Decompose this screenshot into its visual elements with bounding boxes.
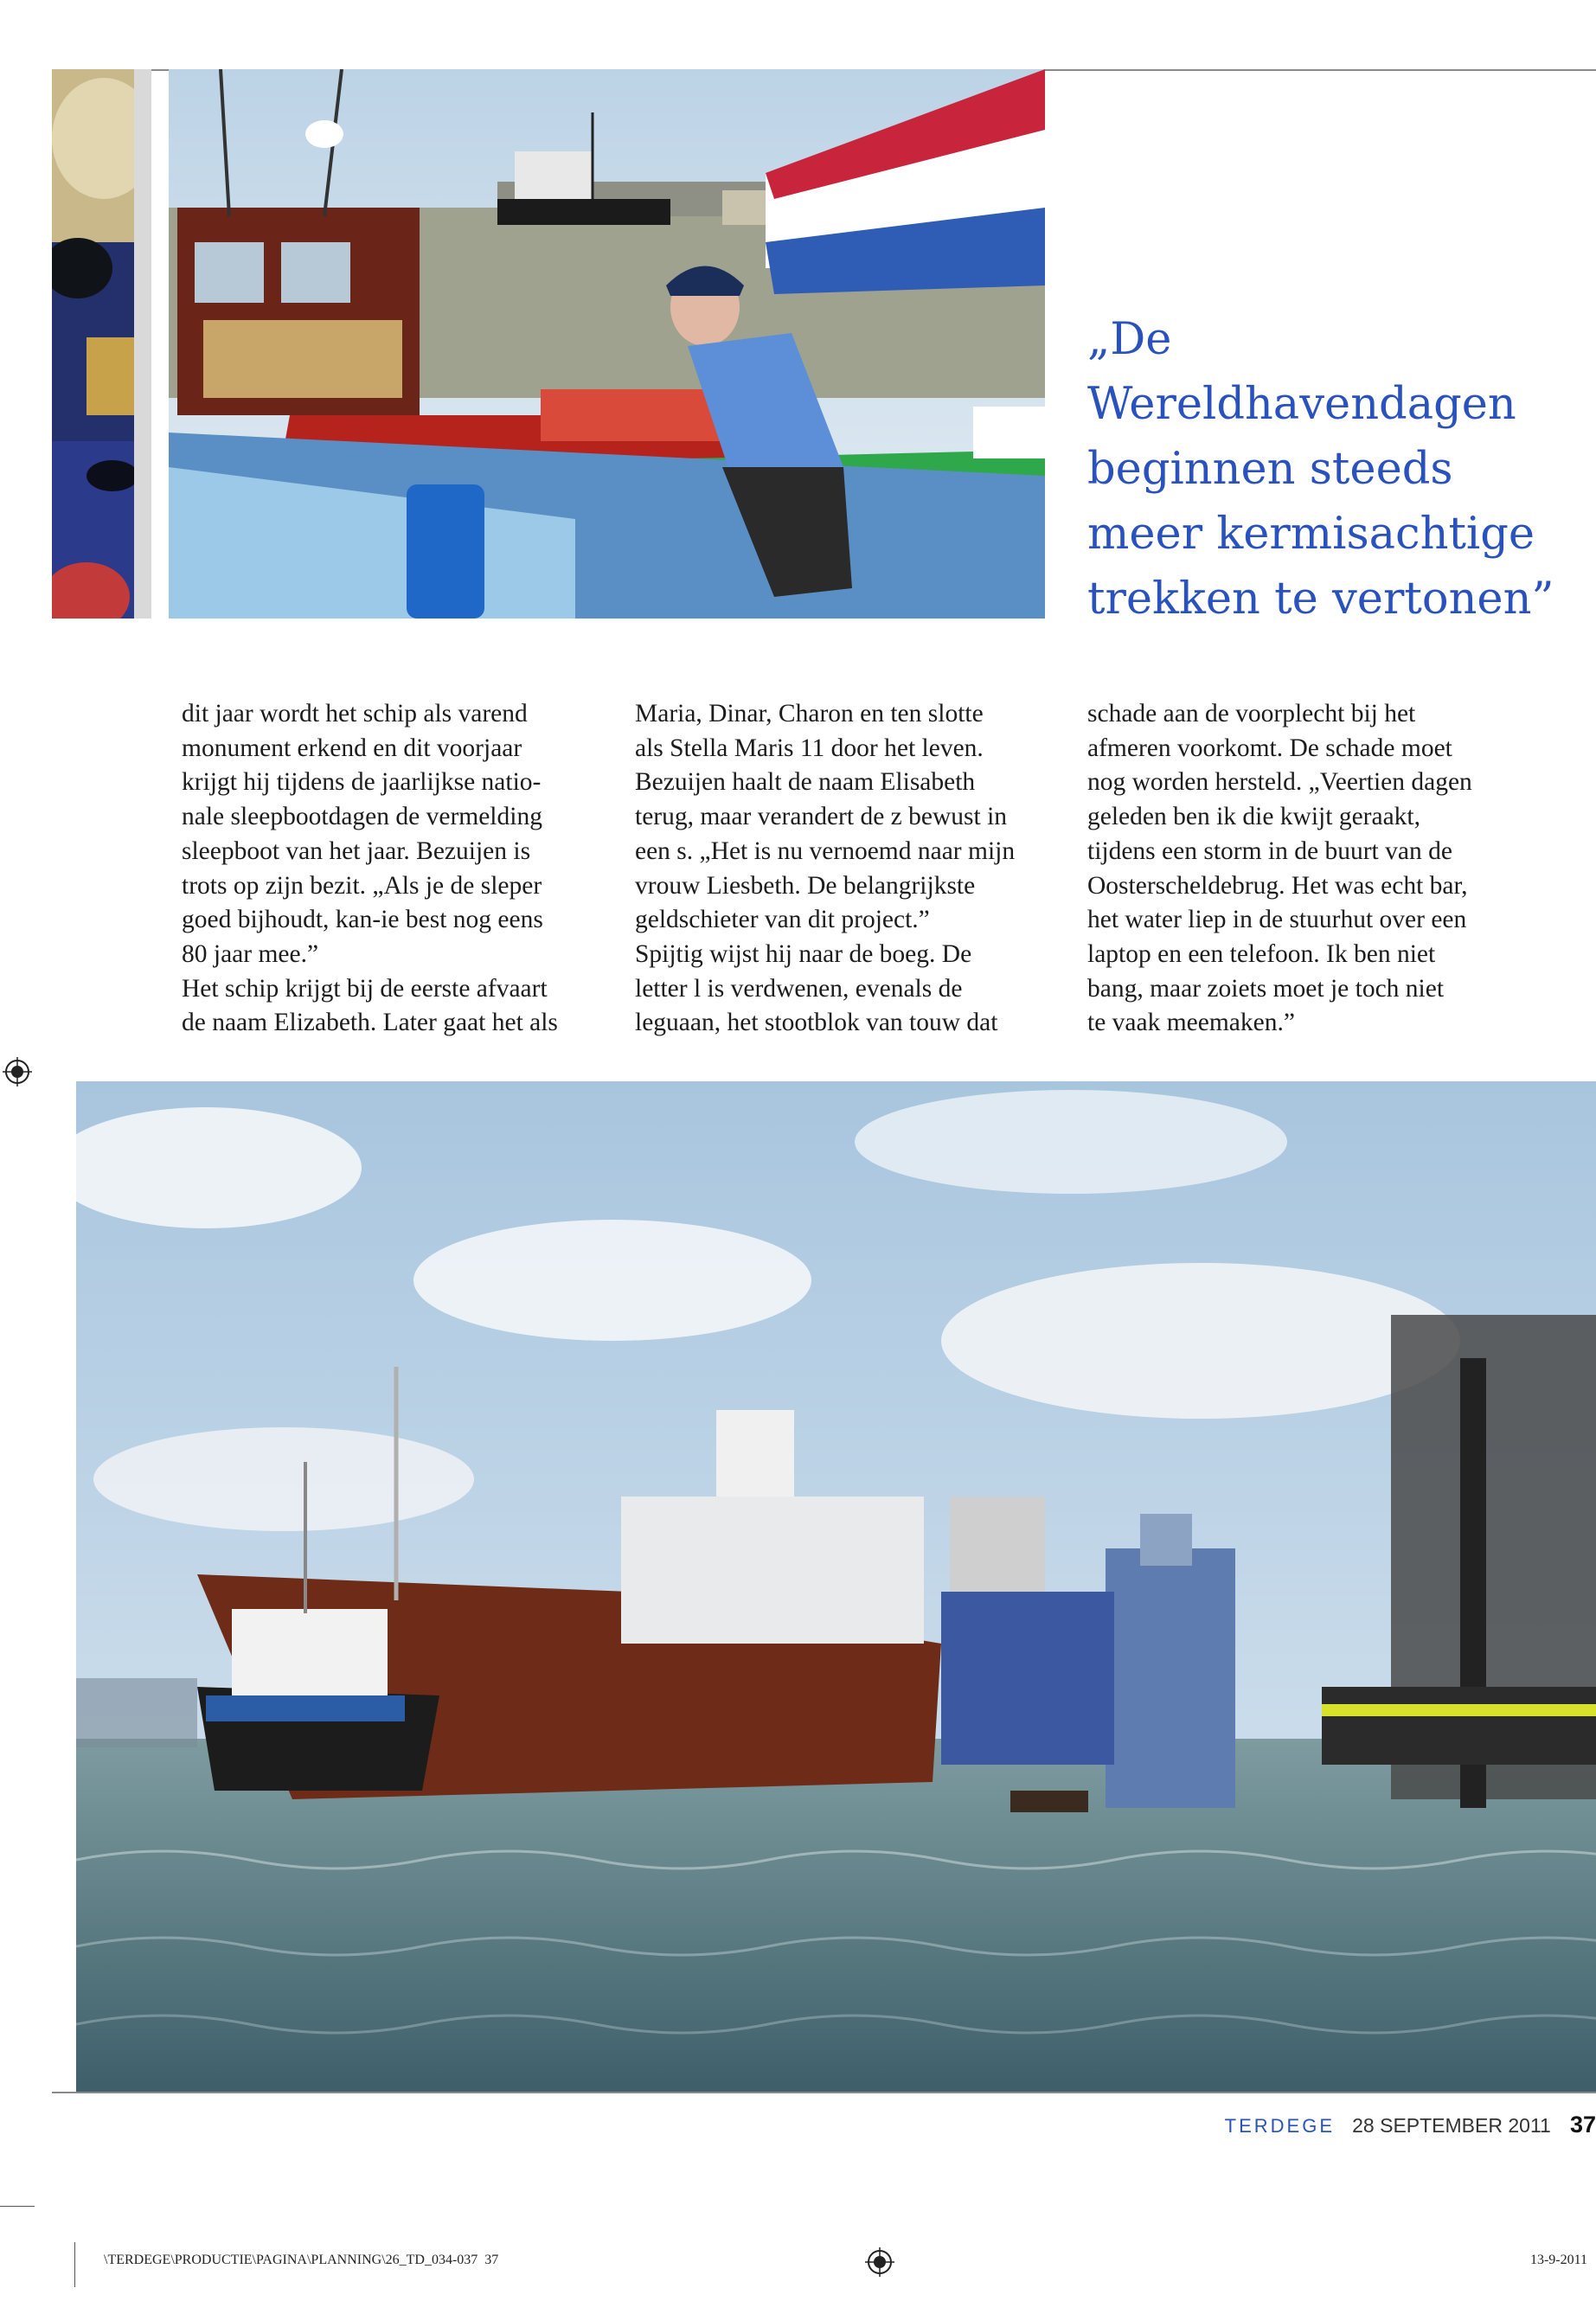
bottom-rule — [52, 2092, 1596, 2093]
slug-date: 13-9-2011 — [1529, 2253, 1587, 2267]
crop-mark — [0, 2206, 35, 2207]
registration-mark-icon — [865, 2247, 894, 2277]
photo-harbour-tanker — [76, 1081, 1596, 2092]
photo-tugboat-owner — [169, 69, 1045, 619]
footer-page-number: 37 — [1569, 2112, 1596, 2138]
photo-left-strip — [52, 69, 151, 619]
page-footer — [1225, 2107, 1596, 2142]
body-column-1: dit jaar wordt het schip als varend monument erkend en dit voorjaar krijgt hij tijdens de jaarlijkse natio- nale sleepbootdagen de vermelding sleepboot van het jaar. Bezuijen is trots op zijn bezit. „Als je de sleper goed bijhoudt, kan-ie best nog eens 80 jaar mee.” Het schip krijgt bij de eerste afvaart de naam Elizabeth. Later gaat het als — [182, 700, 558, 1037]
crop-mark — [74, 2242, 75, 2287]
slug-file-path: \TERDEGE\PRODUCTIE\PAGINA\PLANNING\26_TD_034-037 37 — [104, 2253, 499, 2267]
footer-magazine-name: TERDEGE — [1224, 2115, 1336, 2137]
registration-mark-icon — [3, 1057, 32, 1086]
pull-quote: „De Wereldhavendagen beginnen steeds meer kermisachtige trekken te vertonen” — [1087, 314, 1554, 625]
footer-issue-date: 28 SEPTEMBER 2011 — [1352, 2114, 1551, 2137]
body-column-2: Maria, Dinar, Charon en ten slotte als Stella Maris 11 door het leven. Bezuijen haalt de naam Elisabeth terug, maar verandert de z bewust in een s. „Het is nu vernoemd naar mijn vrouw Liesbeth. De belangrijkste geldschieter van dit project.” Spijtig wijst hij naar de boeg. De letter l is verdwenen, evenals de leguaan, het stootblok van touw dat — [635, 700, 1016, 1037]
body-column-3: schade aan de voorplecht bij het afmeren voorkomt. De schade moet nog worden hersteld. „Veertien dagen geleden ben ik die kwijt geraakt, tijdens een storm in de buurt van de Oosterscheldebrug. Het was echt bar, het water liep in de stuurhut over een laptop en een telefoon. Ik ben niet bang, maar zoiets moet je toch niet te vaak meemaken.” — [1087, 700, 1472, 1037]
